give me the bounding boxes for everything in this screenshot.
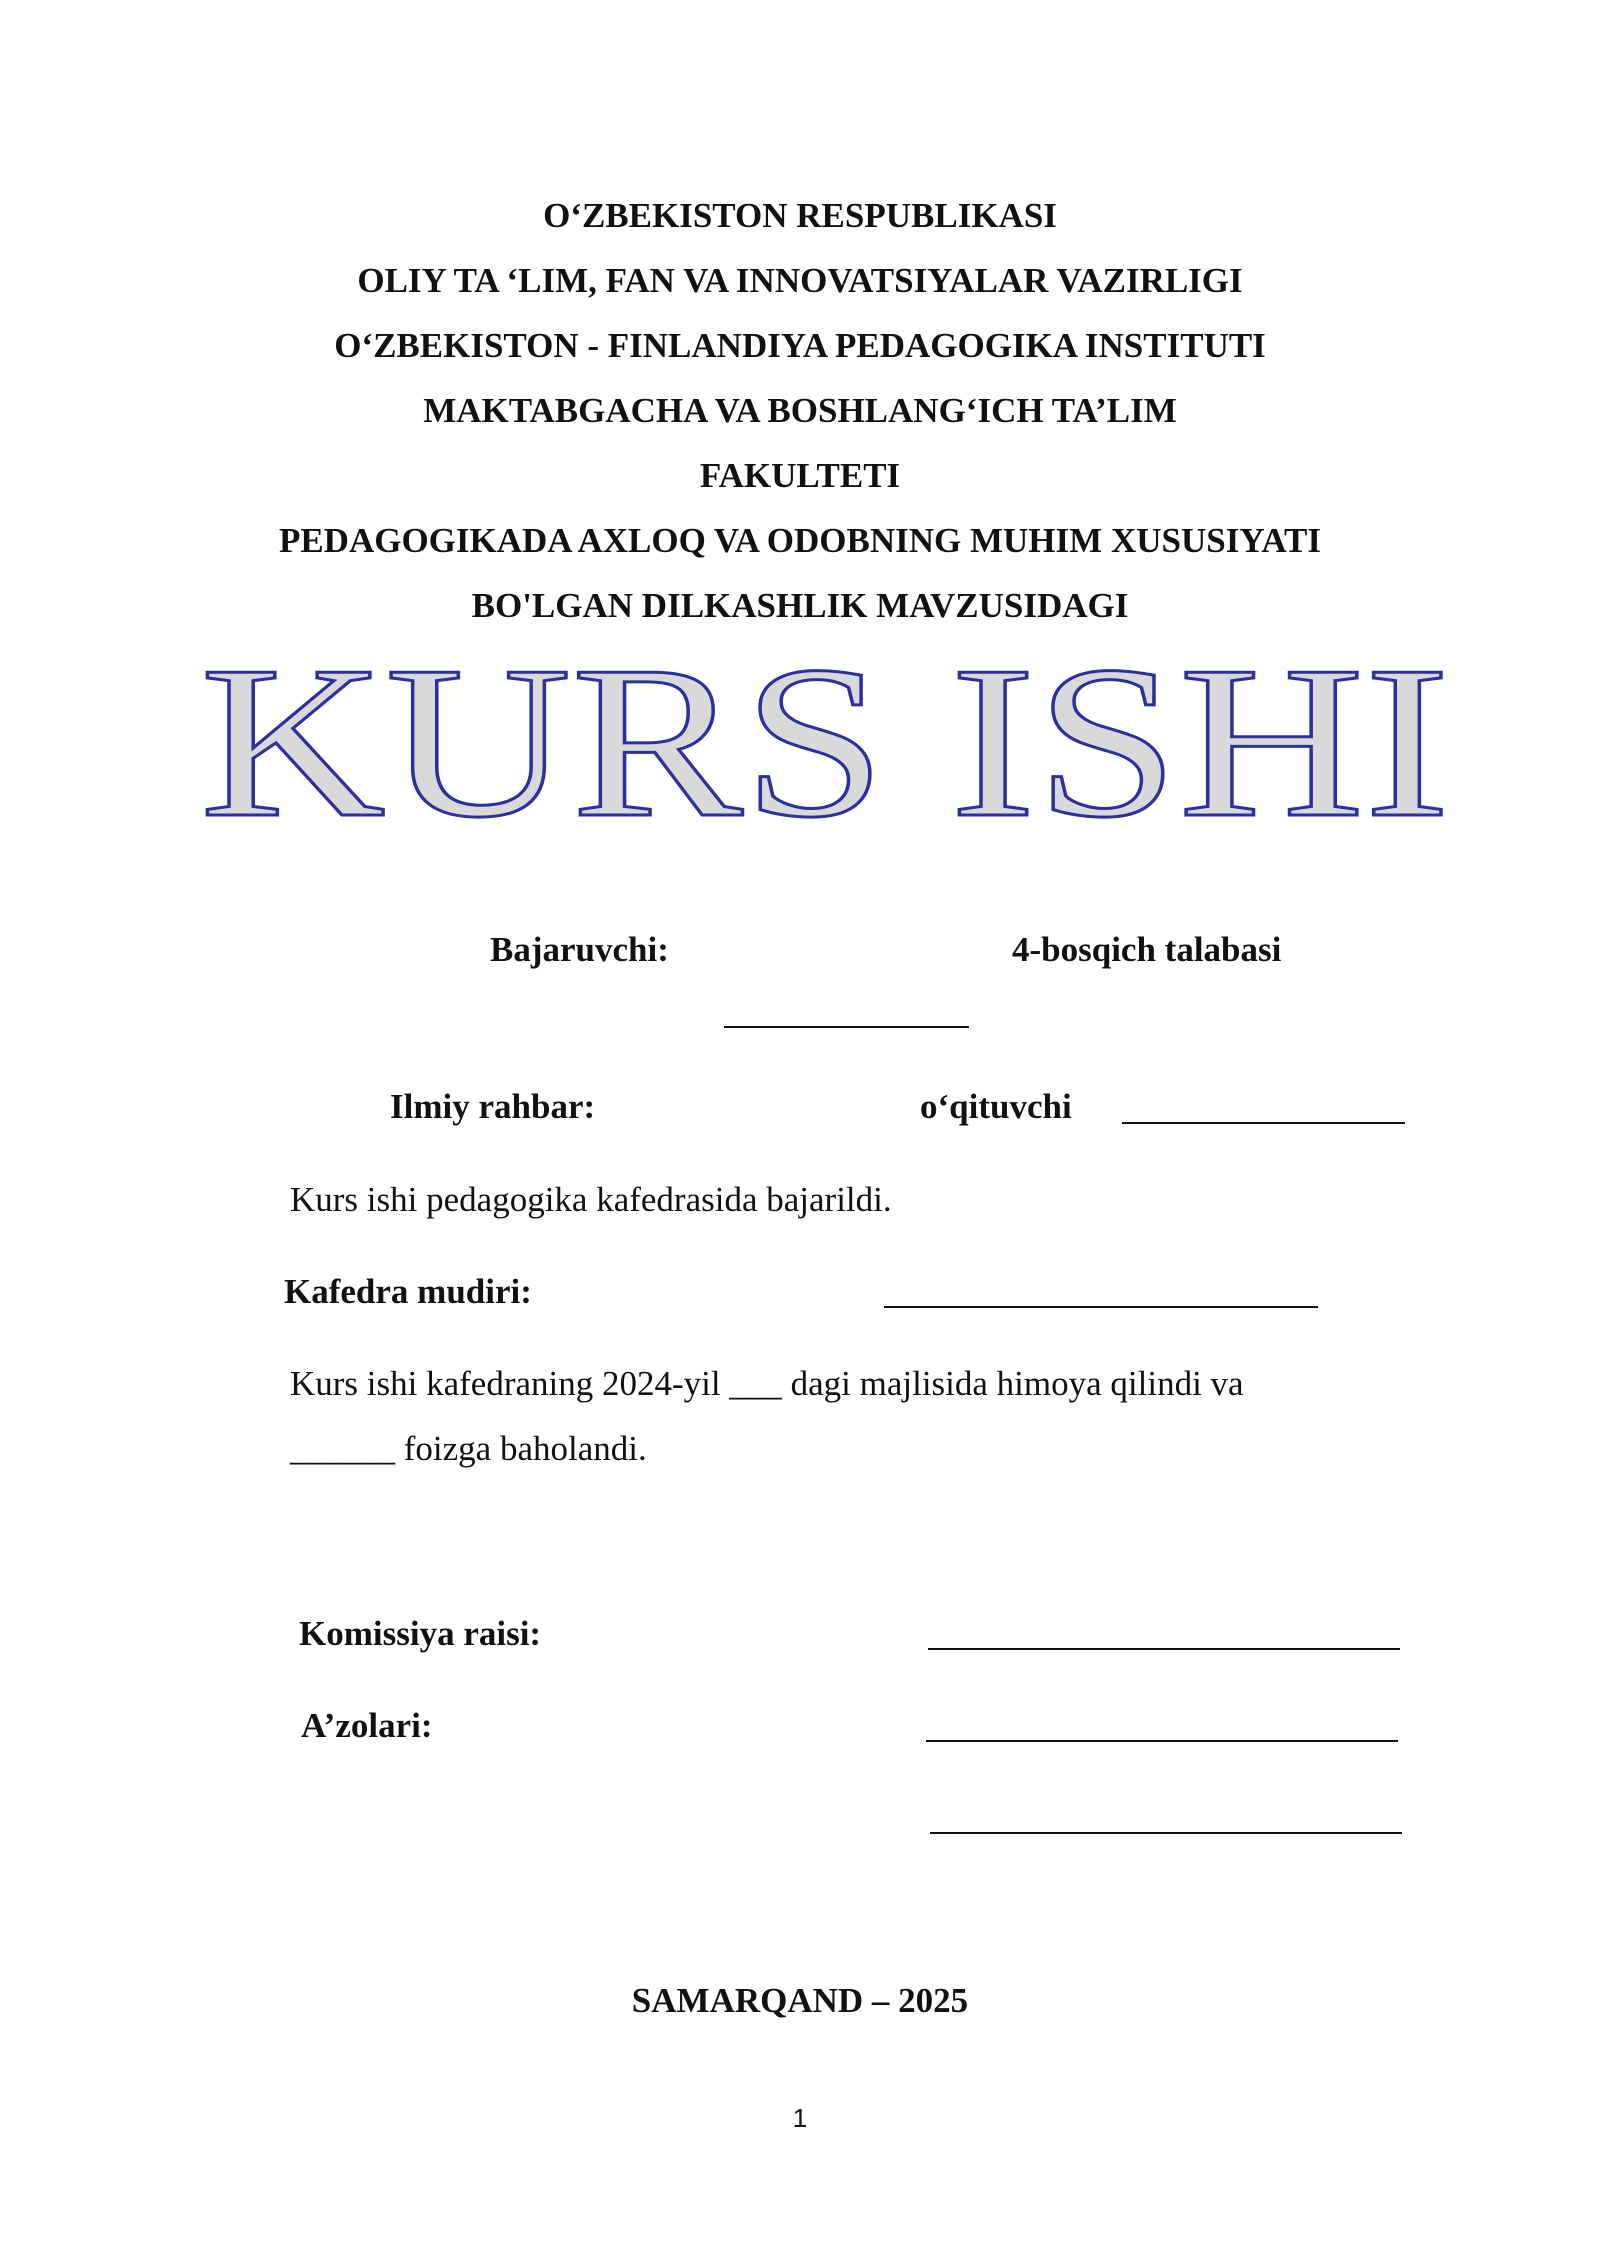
supervisor-name-blank bbox=[1122, 1122, 1405, 1124]
page-number: 1 bbox=[792, 2103, 808, 2133]
performer-name-blank bbox=[724, 1026, 969, 1028]
defense-note-line-2: ______ foizga baholandi. bbox=[290, 1429, 647, 1468]
department-note: Kurs ishi pedagogika kafedrasida bajarildi. bbox=[290, 1180, 892, 1219]
city-year: SAMARQAND – 2025 bbox=[631, 1981, 969, 2020]
commission-chair-label: Komissiya raisi: bbox=[299, 1614, 542, 1653]
commission-member-blank-1 bbox=[926, 1740, 1398, 1742]
header-line-republic: O‘ZBEKISTON RESPUBLIKASI bbox=[543, 196, 1057, 235]
header-line-institute: O‘ZBEKISTON - FINLANDIYA PEDAGOGIKA INSTITUTI bbox=[334, 326, 1266, 365]
header-line-ministry: OLIY TA ‘LIM, FAN VA INNOVATSIYALAR VAZIRLIGI bbox=[357, 261, 1243, 300]
commission-member-blank-2 bbox=[930, 1832, 1402, 1834]
title-svg bbox=[200, 622, 1450, 863]
commission-chair-blank bbox=[928, 1648, 1400, 1650]
department-head-label: Kafedra mudiri: bbox=[284, 1272, 532, 1311]
header-line-topic: PEDAGOGIKADA AXLOQ VA ODOBNING MUHIM XUSUSIYATI bbox=[278, 521, 1322, 560]
commission-members-label: A’zolari: bbox=[301, 1706, 433, 1745]
supervisor-label: Ilmiy rahbar: bbox=[390, 1087, 596, 1126]
performer-label: Bajaruvchi: bbox=[490, 930, 669, 969]
header-line-topic-continued: BO'LGAN DILKASHLIK MAVZUSIDAGI bbox=[471, 586, 1129, 625]
header-line-faculty-word: FAKULTETI bbox=[699, 456, 901, 495]
header-line-faculty: MAKTABGACHA VA BOSHLANG‘ICH TA’LIM bbox=[423, 391, 1177, 430]
title-wordart bbox=[200, 622, 1450, 863]
supervisor-position: o‘qituvchi bbox=[920, 1087, 1072, 1126]
department-head-blank bbox=[884, 1306, 1318, 1308]
performer-status: 4-bosqich talabasi bbox=[1012, 930, 1282, 969]
title-text: KURS ISHI bbox=[200, 622, 1450, 863]
defense-note-line-1: Kurs ishi kafedraning 2024-yil ___ dagi majlisida himoya qilindi va bbox=[290, 1364, 1244, 1403]
